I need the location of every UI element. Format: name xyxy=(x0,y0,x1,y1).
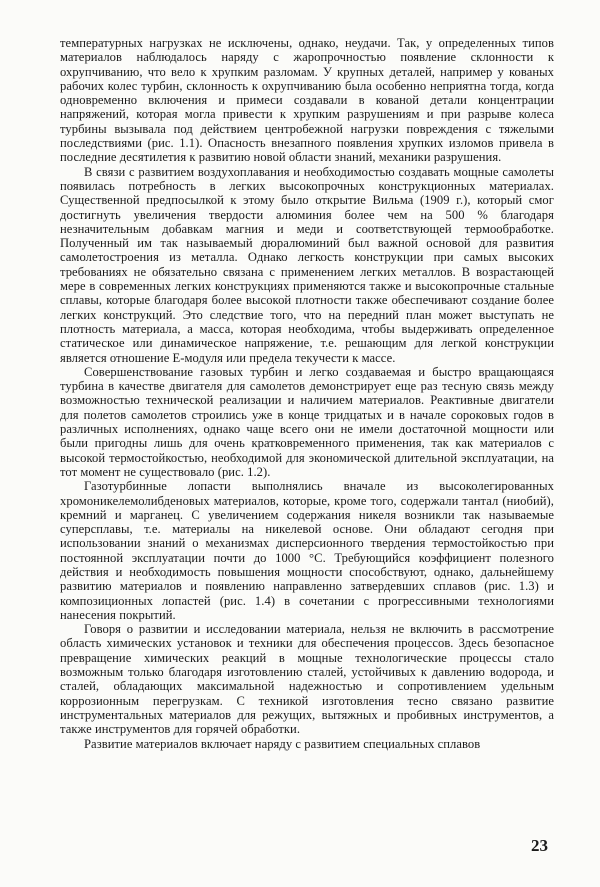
paragraph-2: В связи с развитием воздухоплавания и необходимостью создавать мощные самолеты появилась потребность в легких высокопрочных конструкционных материалах. Существенной предпосылкой к этому было открытие Вильма (1909 г.), который смог достигнуть увеличения твердости алюминия более чем на 500 % благодаря незначительным добавкам магния и меди и соответствующей термообработке. Полученный им так называемый дюралюминий был важной основой для развития самолетостроения из металла. Однако легкость конструкции при самых высоких требованиях не обязательно связана с применением легких металлов. В возрастающей мере в современных легких конструкциях применяются также и высокопрочные стальные сплавы, которые благодаря более высокой плотности также обеспечивают создание более легких конструкций. Это следствие того, что на передний план может выступать не плотность материала, а масса, которая необходима, чтобы выдерживать определенное статическое или динамическое напряжение, т.е. решающим для легкой конструкции является отношение E-модуля или предела текучести к массе. xyxy=(60,164,554,365)
paragraph-4: Газотурбинные лопасти выполнялись вначале из высоколегированных хромоникелемолибденовых материалов, которые, кроме того, содержали тантал (ниобий), кремний и марганец. С увеличением содержания никеля возникли так называемые суперсплавы, т.е. материалы на никелевой основе. Они обладают сегодня при использовании знаний о механизмах дисперсионного твердения термостойкостью при постоянной эксплуатации почти до 1000 °С. Требующийся коэффициент полезного действия и необходимость повышения мощности способствуют, однако, дальнейшему развитию материалов и появлению направленно затвердевших сплавов (рис. 1.3) и композиционных лопастей (рис. 1.4) в сочетании с прогрессивными технологиями нанесения покрытий. xyxy=(60,479,554,622)
page-number: 23 xyxy=(531,836,548,855)
body-text xyxy=(60,36,554,751)
paragraph-1: температурных нагрузках не исключены, однако, неудачи. Так, у определенных типов материалов наблюдалось наряду с жаропрочностью появление склонности к охрупчиванию, что вело к хрупким разломам. У крупных деталей, например у кованых рабочих колес турбин, склонность к охрупчиванию была особенно неприятна тогда, когда одновременно включения и примеси создавали в кованой детали концентрации напряжений, которая могла привести к хрупким разрушениям и при разрыве колеса турбины вызывала под действием центробежной нагрузки повреждения с тяжелыми последствиями (рис. 1.1). Опасность внезапного появления хрупких изломов привела в последние десятилетия к развитию новой области знаний, механики разрушения. xyxy=(60,36,554,165)
paragraph-5: Говоря о развитии и исследовании материала, нельзя не включить в рассмотрение область химических установок и техники для обеспечения процессов. Здесь безопасное превращение химических реакций в мощные технологические процессы стало возможным только благодаря изготовлению сталей, устойчивых к давлению водорода, и сталей, обладающих максимальной надежностью и сопротивлением удельным коррозионным перегрузкам. С техникой изготовления тесно связано развитие инструментальных материалов для режущих, вытяжных и пробивных инструментов, а также инструментов для горячей обработки. xyxy=(60,622,554,737)
paragraph-6: Развитие материалов включает наряду с развитием специальных сплавов xyxy=(84,736,481,751)
paragraph-3: Совершенствование газовых турбин и легко создаваемая и быстро вращающаяся турбина в качестве двигателя для самолетов демонстрирует еще раз тесную связь между возможностью технической реализации и наличием материалов. Реактивные двигатели для полетов самолетов строились уже в конце тридцатых и в начале сороковых годов в различных исполнениях, однако чаще всего они не имели достаточной мощности или были пригодны лишь для очень кратковременного применения, так как материалов с высокой термостойкостью, необходимой для экономической длительной эксплуатации, на тот момент не существовало (рис. 1.2). xyxy=(60,364,554,479)
